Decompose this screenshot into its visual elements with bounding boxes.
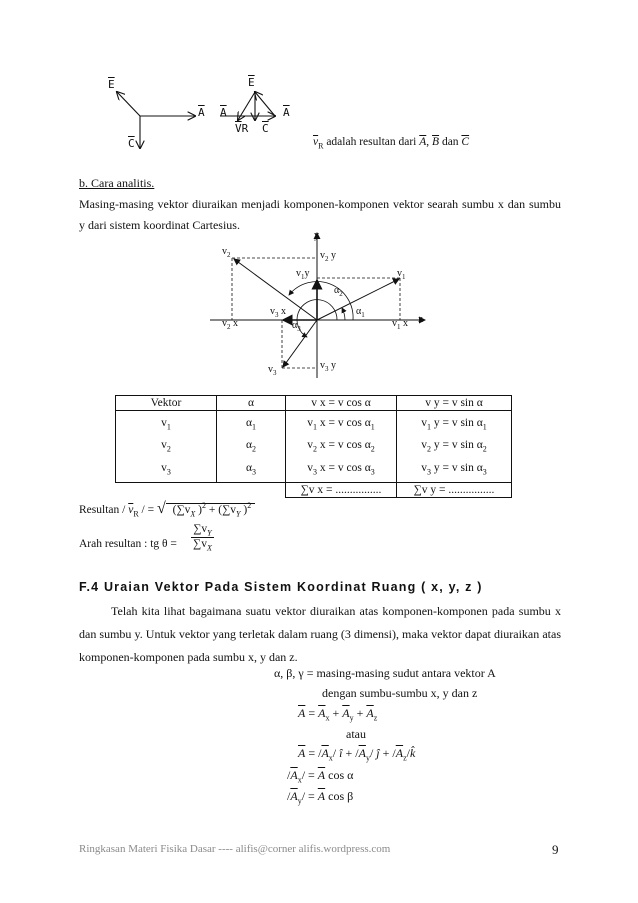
resultant-note: $\overline{v}_R$ adalah resultan dari $\overline{A}$, $\overline{B}$ dan $\overline{C}$: [313, 136, 470, 151]
diagram-label-v1: $v_1$: [397, 268, 406, 281]
section-b-paragraph: Masing-masing vektor diuraikan menjadi komponen-komponen vektor searah sumbu x dan sumbu y dari sistem koordinat Cartesius.: [79, 197, 561, 232]
diagram-label-x: x: [418, 314, 423, 325]
diagram-label-v3x: $v_3$ x: [270, 306, 286, 319]
diagram-label-a2: $\alpha_2$: [334, 285, 343, 298]
header-vx: v x = v cos α: [286, 396, 397, 411]
section-f4-title: F.4 Uraian Vektor Pada Sistem Koordinat Ruang ( x, y, z ): [79, 580, 483, 594]
vector-e-arrow: [117, 92, 140, 116]
diagram-label-a1: $\alpha_1$: [356, 306, 365, 319]
diagram-label-v2y: $v_2$ y: [320, 250, 336, 263]
diagram-label-v3y: $v_3$ y: [320, 360, 336, 373]
ay-eq: $/\overline{A}_y/ = \overline{A}$ cos β: [287, 789, 354, 806]
section-f4-paragraph: Telah kita lihat bagaimana suatu vektor diuraikan atas komponen-komponen pada sumbu x dan sumbu y. Untuk vektor yang terletak dalam ruang (3 dimensi), maka vektor dapat diuraikan atas komponen-komponen pada sumbu x, y dan z.: [79, 604, 561, 664]
label-e-right: $\overline{E}$: [248, 76, 255, 89]
ax-eq: $/\overline{A}_x/ = \overline{A}$ cos α: [287, 768, 354, 785]
unit-vector-eq: $\overline{A} = /\overline{A}_x/$ î + $/\overline{A}_y/$ ĵ + $/\overline{A}_z/k̂$: [298, 746, 416, 763]
label-c-left: $\overline{C}$: [128, 137, 135, 150]
diagram-label-a3: $\alpha_3$: [292, 320, 301, 333]
page-number: 9: [552, 842, 559, 857]
diagram-label-v1y: $v_1y$: [296, 268, 310, 281]
label-c-right: $\overline{C}$: [262, 122, 269, 135]
components-table: [115, 395, 512, 498]
header-vy: v y = v sin α: [397, 396, 512, 411]
sum-vx: ∑v x = ................: [286, 482, 397, 497]
section-b-title: b. Cara analitis.: [79, 176, 155, 190]
vector-sum-eq: $\overline{A} = \overline{A}_x + \overline{A}_y + \overline{A}_z$: [298, 706, 378, 723]
axes-line: dengan sumbu-sumbu x, y dan z: [322, 686, 478, 700]
diagram-label-v3: $v_3$: [268, 364, 277, 377]
label-e-left: $\overline{E}$: [108, 78, 115, 91]
diagram-label-v2x: $v_2$ x: [222, 318, 238, 331]
arah-resultan-fraction: $\sum v_Y$ $\sum v_X$: [193, 523, 212, 553]
label-a-right-2: $\overline{A}$: [283, 106, 290, 119]
angles-line: α, β, γ = masing-masing sudut antara vektor A: [274, 666, 496, 680]
table-sum-row: [116, 482, 512, 497]
header-alpha: α: [217, 396, 286, 411]
atau-label: atau: [346, 727, 366, 741]
label-a-right-1: $\overline{A}$: [220, 106, 227, 119]
diagram-label-y: y: [314, 230, 319, 241]
diagram-label-v2: $v_2$: [222, 246, 231, 259]
header-vektor: Vektor: [116, 396, 217, 411]
label-vr: $\overline{V}R$: [235, 122, 249, 135]
footer-text: Ringkasan Materi Fisika Dasar ---- alifis@corner alifis.wordpress.com: [79, 843, 391, 855]
resultan-formula: Resultan / $\overline{v}_R$ / = √ ($\sum v_X$ )$^2 + (\sum v_Y$ )$^2$: [79, 500, 255, 518]
arah-resultan-label: Arah resultan : tg θ =: [79, 538, 177, 550]
table-header-row: [116, 396, 512, 411]
vector-e-arrow-2: [255, 92, 275, 116]
table-row: $v_1$ $v_2$ $v_3$ $\alpha_1$ $\alpha_2$ $\alpha_3$ $v_1$ x = v $\cos \alpha_1$ $v_2$ x = v $\cos \alpha_2$ $v_3$ x = v $\cos \alpha_3$ $v_1$ y = v $\sin \alpha_1$ $v_2$ y = v $\sin \alpha_2$ $v_3$ y = v $\sin \alpha_3$: [116, 411, 512, 483]
diagram-label-v1x: $v_1$ x: [392, 318, 408, 331]
sum-vy: ∑v y = ................: [397, 482, 512, 497]
label-a-left: $\overline{A}$: [198, 106, 205, 119]
